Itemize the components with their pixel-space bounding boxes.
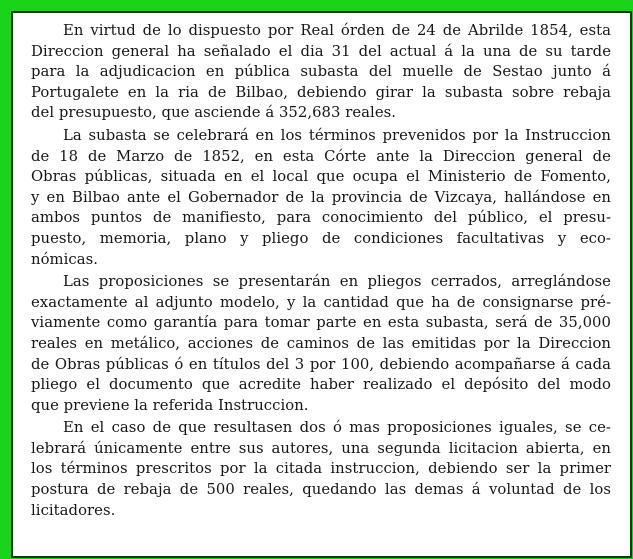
text-line: reales en metálico, acciones de caminos de las emitidas por la Direccion [31, 334, 611, 352]
text-line: exactamente al adjunto modelo, y la cantidad que ha de consignarse pré- [31, 293, 611, 311]
text-line: La subasta se celebrará en los términos prevenidos por la Instruccion [63, 126, 611, 144]
document-page [11, 11, 632, 558]
document-text [31, 21, 611, 523]
text-line: del presupuesto, que asciende á 352,683 reales. [31, 104, 397, 122]
text-line: En virtud de lo dispuesto por Real órden de 24 de Abrilde 1854, esta [63, 22, 611, 39]
paragraph [31, 272, 611, 416]
text-line: Direccion general ha señalado el dia 31 del actual á la una de su tarde [31, 42, 611, 60]
text-line: licitadores. [31, 501, 116, 519]
text-line: de 18 de Marzo de 1852, en esta Córte ante la Direccion general de [31, 147, 611, 165]
paragraph [31, 126, 611, 270]
text-line: ambos puntos de manifiesto, para conocimiento del público, el presu- [31, 209, 611, 227]
text-line: pliego el documento que acredite haber realizado el depósito del modo [31, 376, 611, 394]
text-line: de Obras públicas ó en títulos del 3 por 100, debiendo acompañarse á cada [31, 355, 611, 373]
text-line: puesto, memoria, plano y pliego de condiciones facultativas y eco- [31, 229, 611, 247]
text-line: lebrará únicamente entre sus autores, una segunda licitacion abierta, en [31, 439, 611, 457]
text-line: viamente como garantía para tomar parte en esta subasta, será de 35,000 [31, 314, 611, 332]
text-line: nómicas. [31, 250, 99, 268]
text-line: que previene la referida Instruccion. [31, 396, 309, 414]
text-line: Las proposiciones se presentarán en pliegos cerrados, arreglándose [63, 273, 611, 291]
text-line: En el caso de que resultasen dos ó mas proposiciones iguales, se ce- [63, 419, 611, 437]
text-line: y en Bilbao ante el Gobernador de la provincia de Vizcaya, hallándose en [31, 188, 611, 206]
text-line: los términos prescritos por la citada instruccion, debiendo ser la primer [31, 460, 611, 478]
paragraph [31, 418, 611, 521]
text-line: para la adjudicacion en pública subasta del muelle de Sestao junto á [31, 63, 611, 81]
paragraph [31, 21, 611, 124]
text-line: postura de rebaja de 500 reales, quedando las demas á voluntad de los [31, 481, 611, 499]
text-line: Obras públicas, situada en el local que ocupa el Ministerio de Fomento, [31, 168, 611, 186]
text-line: Portugalete en la ria de Bilbao, debiendo girar la subasta sobre rebaja [31, 83, 611, 101]
